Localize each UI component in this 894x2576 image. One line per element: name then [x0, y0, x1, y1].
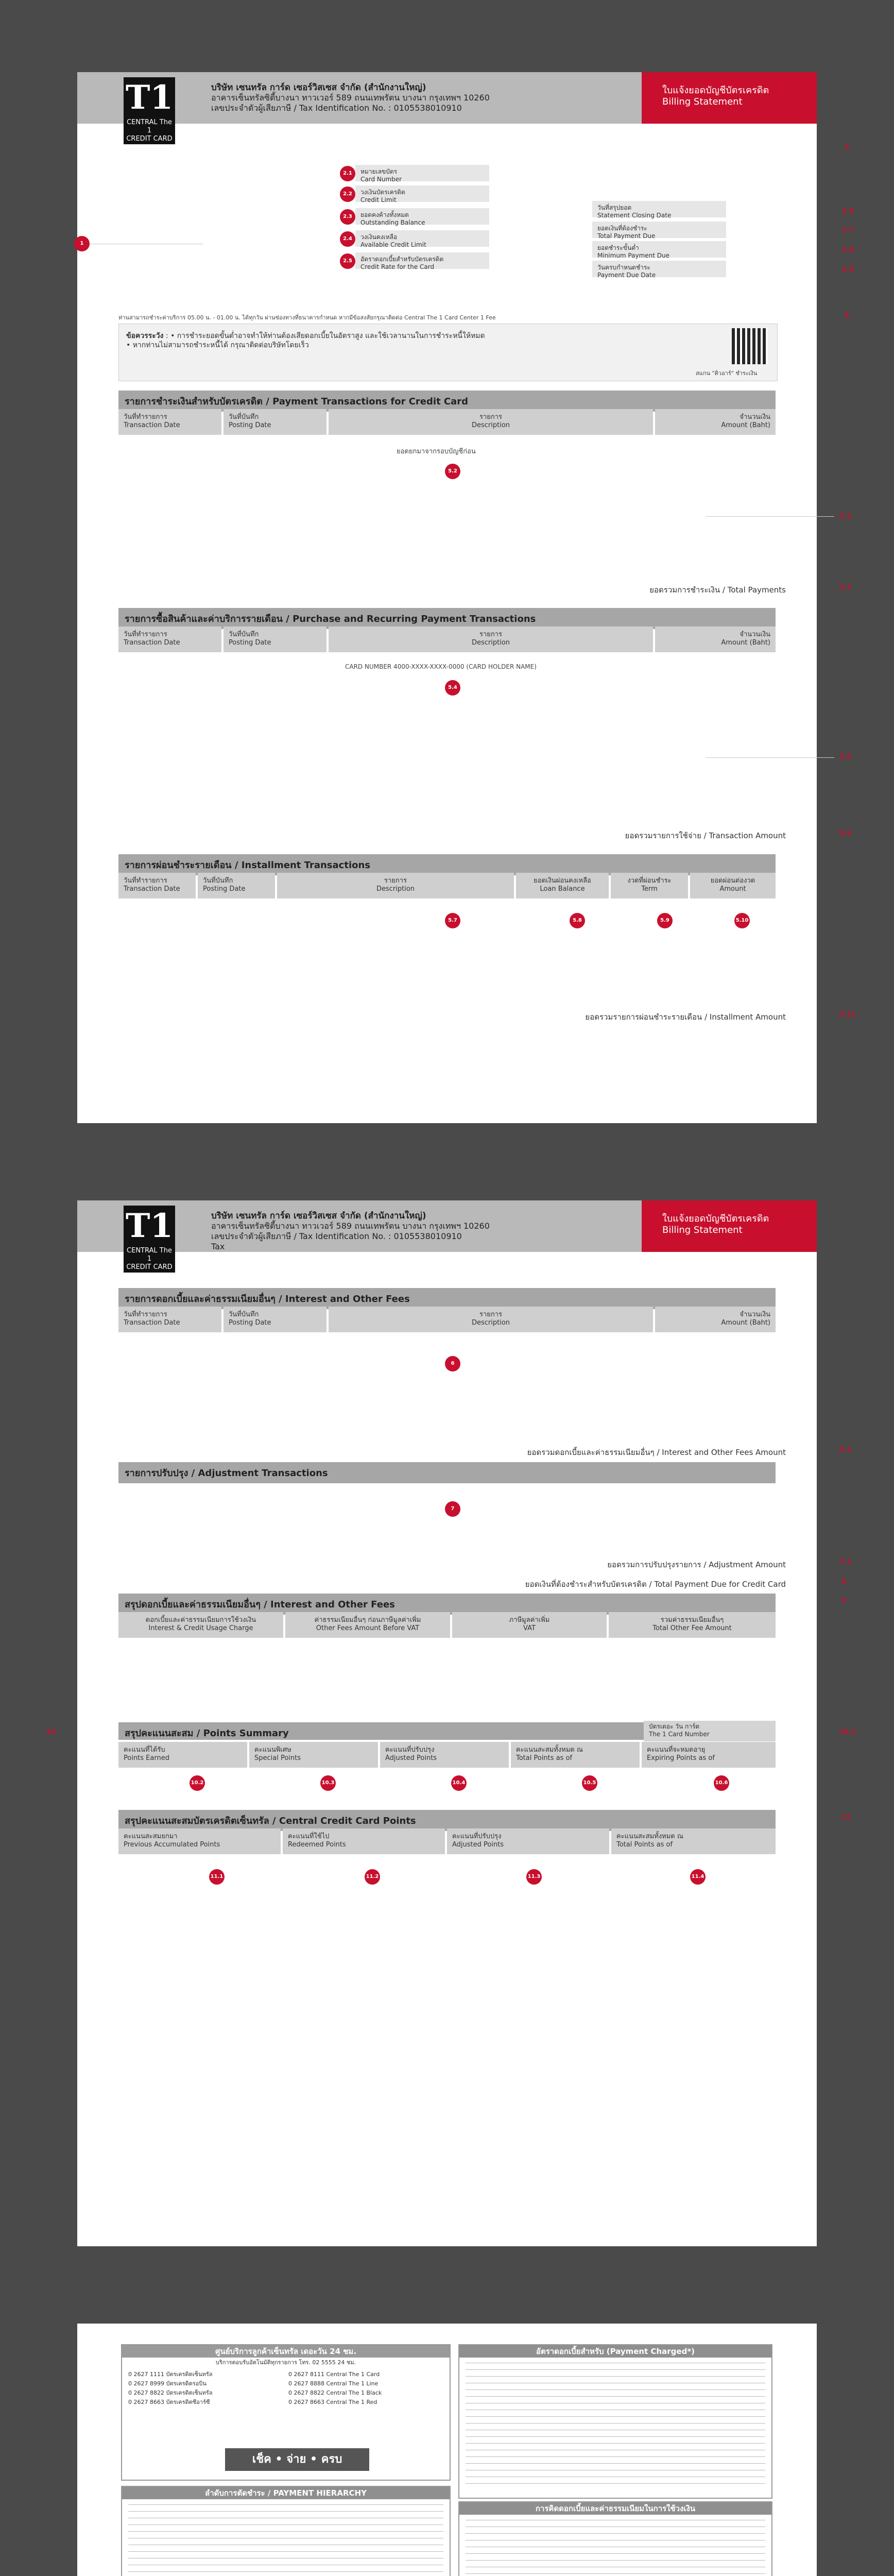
col-posting-date: วันที่บันทึก Posting Date: [224, 409, 326, 435]
payment-due-date-label: วันครบกำหนดชำระ Payment Due Date: [592, 261, 726, 277]
col-amount: จำนวนเงิน Amount (Baht): [655, 409, 776, 435]
badge-5-8: 5.8: [570, 913, 585, 928]
payment-hierarchy-box: [121, 2486, 451, 2576]
central-the1-logo: T1 CENTRAL The 1 CREDIT CARD: [124, 1206, 175, 1273]
purchase-columns: [118, 626, 776, 652]
phone[interactable]: 0 2627 8822 บัตรเครดิตเซ็นทรัล: [128, 2389, 213, 2396]
cc-points-columns: [118, 1828, 776, 1854]
badge-6: 6: [445, 1356, 460, 1371]
marker-5-11: 5.11: [839, 1011, 856, 1019]
installment-amount: ยอดรวมรายการผ่อนชำระรายเดือน / Installment Amount: [585, 1012, 786, 1022]
badge-2-3: 2.3: [340, 209, 355, 225]
phone[interactable]: 0 2627 8888 Central The 1 Line: [288, 2380, 379, 2387]
badge-5-2: 5.2: [445, 464, 460, 479]
statement-page-3: [77, 2324, 817, 2576]
col-total-points: คะแนนสะสมทั้งหมด ณ Total Points as of: [511, 1742, 640, 1768]
col-posting-date: วันที่บันทึก Posting Date: [224, 1307, 326, 1332]
badge-11-2: 11.2: [365, 1869, 380, 1885]
phone[interactable]: 0 2627 8663 บัตรเครดิตซีอาร์ซี: [128, 2399, 210, 2405]
credit-limit-label: วงเงินบัตรเครดิต Credit Limit: [355, 185, 489, 202]
col-description: รายการ Description: [329, 409, 653, 435]
col-special-points: คะแนนพิเศษ Special Points: [249, 1742, 378, 1768]
col-transaction-date: วันที่ทำรายการ Transaction Date: [118, 409, 221, 435]
badge-2-4: 2.4: [340, 231, 355, 247]
payment-columns: [118, 409, 776, 435]
points-columns: [118, 1742, 776, 1768]
badge-5-4: 5.4: [445, 680, 460, 696]
marker-2-6: 2.6: [842, 207, 854, 215]
interest-fees-total: ยอดรวมดอกเบี้ยและค่าธรรมเนียมอื่นๆ / Interest and Other Fees Amount: [527, 1448, 786, 1457]
minimum-payment-label: ยอดชำระขั้นต่ำ Minimum Payment Due: [592, 241, 726, 258]
col-expiring-points: คะแนนที่จะหมดอายุ Expiring Points as of: [642, 1742, 776, 1768]
col-term: งวดที่ผ่อนชำระ Term: [611, 873, 688, 899]
statement-page-1: [77, 72, 856, 1123]
marker-10: 10: [46, 1728, 56, 1736]
marker-5-6: 5.6: [839, 829, 852, 837]
card-number-line: CARD NUMBER 4000-XXXX-XXXX-0000 (CARD HOLDER NAME): [345, 663, 537, 670]
marker-1: 1: [74, 236, 90, 251]
company-info: บริษัท เซนทรัล การ์ด เซอร์วิสเซส จำกัด (สำนักงานใหญ่) อาคารเซ็นทรัลซิตี้บางนา ทาวเวอร์ 589 ถนนเทพรัตน บางนา กรุงเทพฯ 10260 เลขประจำตัวผู้เสียภาษี / Tax Identification No. : 0105538010910: [211, 82, 490, 113]
marker-2-9: 2.9: [842, 266, 854, 274]
contact-box: [121, 2344, 451, 2481]
section-adjust-title: รายการปรับปรุง / Adjustment Transactions: [118, 1462, 776, 1483]
credit-rate-label: อัตราดอกเบี้ยสำหรับบัตรเครดิต Credit Rate for the Card: [355, 252, 489, 269]
col-description: รายการ Description: [329, 626, 653, 652]
marker-2-8: 2.8: [842, 246, 854, 254]
marker-7-1: 7.1: [839, 1558, 852, 1566]
phone[interactable]: 0 2627 8999 บัตรเครดิตรอบิน: [128, 2380, 207, 2387]
interest-calc-title: การคิดดอกเบี้ยและค่าธรรมเนียมในการใช้วงเงิน: [459, 2502, 771, 2515]
badge-10-3: 10.3: [320, 1775, 336, 1791]
col-amount: จำนวนเงิน Amount (Baht): [655, 1307, 776, 1332]
total-payment-due-cc: ยอดเงินที่ต้องชำระสำหรับบัตรเครดิต / Total Payment Due for Credit Card: [525, 1580, 786, 1589]
billing-statement-tab: ใบแจ้งยอดบัญชีบัตรเครดิต Billing Statement: [642, 1200, 817, 1252]
outstanding-balance-label: ยอดคงค้างทั้งหมด Outstanding Balance: [355, 208, 489, 225]
adjustment-amount: ยอดรวมการปรับปรุงรายการ / Adjustment Amount: [607, 1560, 786, 1569]
the1-card-number-label: บัตรเดอะ วัน การ์ด The 1 Card Number: [644, 1721, 776, 1741]
col-transaction-date: วันที่ทำรายการ Transaction Date: [118, 873, 196, 899]
interest-calc-box: [458, 2501, 772, 2576]
badge-11-3: 11.3: [526, 1869, 542, 1885]
section-interest-summary-title: สรุปดอกเบี้ยและค่าธรรมเนียมอื่นๆ / Interest and Other Fees: [118, 1594, 776, 1615]
marker-6-1: 6.1: [839, 1446, 852, 1454]
marker-10-1: 10.1: [839, 1728, 856, 1736]
badge-5-7: 5.7: [445, 913, 460, 928]
badge-11-4: 11.4: [690, 1869, 706, 1885]
billing-statement-tab: ใบแจ้งยอดบัญชีบัตรเครดิต Billing Statement: [642, 72, 817, 124]
marker-5-1: 5.1: [839, 513, 852, 520]
available-credit-label: วงเงินคงเหลือ Available Credit Limit: [355, 230, 489, 247]
marker-line: [706, 757, 834, 758]
col-adjusted-points: คะแนนที่ปรับปรุง Adjusted Points: [447, 1828, 609, 1854]
col-previous-points: คะแนนสะสมยกมา Previous Accumulated Points: [118, 1828, 281, 1854]
col-total-other-fee: รวมค่าธรรมเนียมอื่นๆ Total Other Fee Amount: [609, 1612, 776, 1638]
section-installment-title: รายการผ่อนชำระรายเดือน / Installment Transactions: [118, 854, 776, 875]
badge-5-10: 5.10: [734, 913, 750, 928]
col-posting-date: วันที่บันทึก Posting Date: [224, 626, 326, 652]
qr-code[interactable]: [732, 328, 768, 364]
charged-text-block: [466, 2363, 765, 2486]
badge-11-1: 11.1: [209, 1869, 225, 1885]
statement-date-label: วันที่สรุปยอด Statement Closing Date: [592, 201, 726, 217]
badge-7: 7: [445, 1501, 460, 1517]
col-installment-amount: ยอดผ่อนต่องวด Amount: [690, 873, 776, 899]
marker-4: 4: [845, 312, 850, 319]
previous-balance-text: ยอดยกมาจากรอบบัญชีก่อน: [397, 448, 476, 455]
badge-5-9: 5.9: [657, 913, 673, 928]
transaction-amount: ยอดรวมรายการใช้จ่าย / Transaction Amount: [625, 831, 786, 840]
section-payment-title: รายการชำระเงินสำหรับบัตรเครดิต / Payment Transactions for Credit Card: [118, 391, 776, 412]
marker-3: 3: [845, 143, 850, 151]
marker-9: 9: [841, 1597, 847, 1605]
contact-sub: บริการตอบรับอัตโนมัติทุกรายการ โทร. 02 5555 24 ชม.: [215, 2359, 356, 2366]
phone[interactable]: 0 2627 8822 Central The 1 Black: [288, 2389, 382, 2396]
badge-2-2: 2.2: [340, 187, 355, 202]
app-banner[interactable]: เช็ค • จ่าย • ครบ: [225, 2448, 369, 2471]
interest-columns: [118, 1307, 776, 1332]
installment-columns: [118, 873, 776, 899]
marker-8: 8: [841, 1578, 847, 1586]
payment-hierarchy-title: ลำดับการตัดชำระ / PAYMENT HIERARCHY: [122, 2487, 450, 2499]
company-info: บริษัท เซนทรัล การ์ด เซอร์วิสเซส จำกัด (สำนักงานใหญ่) อาคารเซ็นทรัลซิตี้บางนา ทาวเวอร์ 589 ถนนเทพรัตน บางนา กรุงเทพฯ 10260 เลขประจำตัวผู้เสียภาษี / Tax Identification No. : 0105538010910 Tax: [211, 1211, 490, 1251]
interest-summary-columns: [118, 1612, 776, 1638]
col-transaction-date: วันที่ทำรายการ Transaction Date: [118, 626, 221, 652]
badge-2-1: 2.1: [340, 166, 355, 181]
section-interest-title: รายการดอกเบี้ยและค่าธรรมเนียมอื่นๆ / Interest and Other Fees: [118, 1288, 776, 1309]
central-the1-logo: T1 CENTRAL The 1 CREDIT CARD: [124, 77, 175, 144]
col-points-earned: คะแนนที่ได้รับ Points Earned: [118, 1742, 247, 1768]
calc-text-block: [466, 2520, 765, 2576]
section-purchase-title: รายการซื้อสินค้าและค่าบริการรายเดือน / Purchase and Recurring Payment Transactions: [118, 608, 776, 629]
payment-charged-title: อัตราดอกเบี้ยสำหรับ (Payment Charged*): [459, 2345, 771, 2358]
remark-box: ข้อควรระวัง : • การชำระยอดขั้นต่ำอาจทำให้ท่านต้องเสียดอกเบี้ยในอัตราสูง และใช้เวลานานในการชำระหนี้ให้หมด • หากท่านไม่สามารถชำระหนี้ได้ กรุณาติดต่อบริษัทโดยเร็ว สแกน "คิวอาร์" ชำระเงิน: [118, 324, 778, 381]
badge-10-5: 10.5: [582, 1775, 597, 1791]
contact-title: ศูนย์บริการลูกค้าเซ็นทรัล เดอะวัน 24 ชม.: [122, 2345, 450, 2358]
total-payment-due-label: ยอดเงินที่ต้องชำระ Total Payment Due: [592, 222, 726, 238]
marker-5-5: 5.5: [839, 753, 852, 761]
statement-page-2: [46, 1200, 856, 2246]
phone[interactable]: 0 2627 8663 Central The 1 Red: [288, 2399, 377, 2405]
col-total-points: คะแนนสะสมทั้งหมด ณ Total Points as of: [611, 1828, 776, 1854]
col-other-fees: ค่าธรรมเนียมอื่นๆ ก่อนภาษีมูลค่าเพิ่ม Other Fees Amount Before VAT: [285, 1612, 450, 1638]
phone-list: [122, 2368, 450, 2409]
col-amount: จำนวนเงิน Amount (Baht): [655, 626, 776, 652]
badge-10-6: 10.6: [714, 1775, 729, 1791]
total-payments: ยอดรวมการชำระเงิน / Total Payments: [649, 585, 786, 595]
section-cc-points-title: สรุปคะแนนสะสมบัตรเครดิตเซ็นทรัล / Central Credit Card Points: [118, 1810, 776, 1831]
col-description: รายการ Description: [329, 1307, 653, 1332]
payment-notice: ท่านสามารถชำระค่าบริการ 05.00 น. - 01.00 น. ได้ทุกวัน ผ่านช่องทางที่ธนาคารกำหนด หากมีข้อสงสัยกรุณาติดต่อ Central The 1 Card Center 1 Fee: [118, 314, 496, 321]
payment-charged-box: [458, 2344, 772, 2499]
marker-line: [706, 516, 834, 517]
col-redeemed-points: คะแนนที่ใช้ไป Redeemed Points: [283, 1828, 445, 1854]
hierarchy-text-block: [128, 2504, 443, 2576]
col-vat: ภาษีมูลค่าเพิ่ม VAT: [452, 1612, 607, 1638]
col-adjusted-points: คะแนนที่ปรับปรุง Adjusted Points: [380, 1742, 509, 1768]
phone[interactable]: 0 2627 1111 บัตรเครดิตเซ็นทรัล: [128, 2371, 213, 2378]
col-posting-date: วันที่บันทึก Posting Date: [198, 873, 275, 899]
card-number-label: หมายเลขบัตร Card Number: [355, 165, 489, 181]
badge-10-4: 10.4: [451, 1775, 467, 1791]
badge-10-2: 10.2: [190, 1775, 205, 1791]
marker-11: 11: [841, 1814, 851, 1821]
qr-caption: สแกน "คิวอาร์" ชำระเงิน: [696, 370, 758, 377]
phone[interactable]: 0 2627 8111 Central The 1 Card: [288, 2371, 380, 2378]
col-transaction-date: วันที่ทำรายการ Transaction Date: [118, 1307, 221, 1332]
marker-2-7: 2.7: [842, 227, 854, 234]
badge-2-5: 2.5: [340, 253, 355, 269]
col-interest-charge: ดอกเบี้ยและค่าธรรมเนียมการใช้วงเงิน Interest & Credit Usage Charge: [118, 1612, 283, 1638]
col-loan-balance: ยอดเงินผ่อนคงเหลือ Loan Balance: [516, 873, 609, 899]
marker-5-3: 5.3: [839, 584, 852, 591]
col-description: รายการ Description: [277, 873, 514, 899]
section-points-title: สรุปคะแนนสะสม / Points Summary: [118, 1722, 776, 1740]
